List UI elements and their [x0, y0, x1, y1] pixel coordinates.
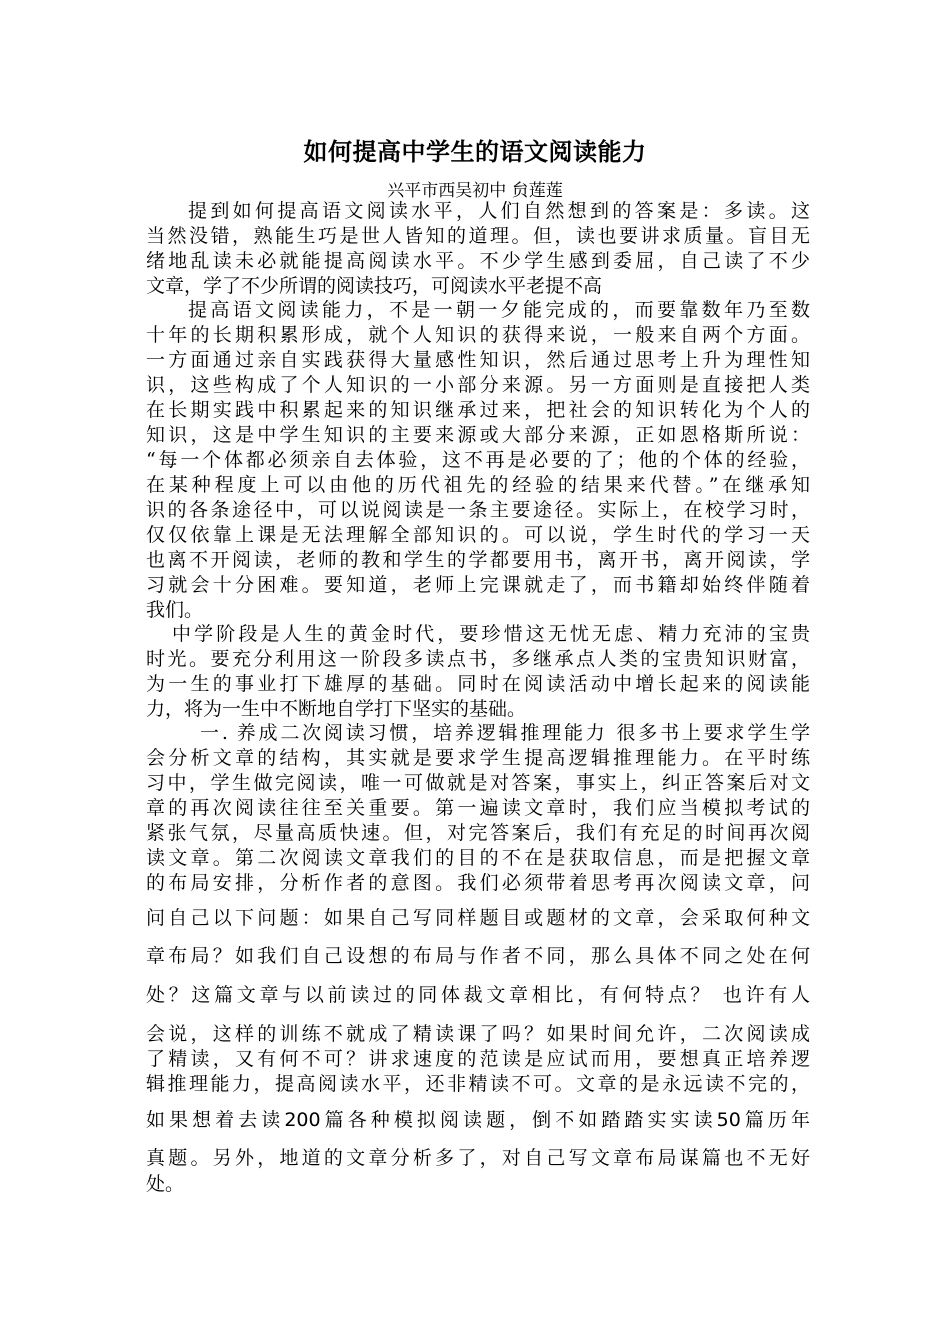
- text-line: 真题。另外，地道的文章分析多了，对自己写文章布局谋篇也不无好: [146, 1147, 810, 1169]
- text-line: 习中，学生做完阅读，唯一可做就是对答案，事实上，纠正答案后对文: [146, 772, 810, 794]
- text-line: “每一个体都必须亲自去体验，这不再是必要的了；他的个体的经验，: [146, 449, 810, 471]
- text-line: 辑推理能力，提高阅读水平，还非精读不可。文章的是永远读不完的，: [146, 1073, 810, 1095]
- text-line: 如果想着去读200篇各种模拟阅读题，倒不如踏踏实实读50篇历年: [146, 1109, 810, 1131]
- text-line: 当然没错，熟能生巧是世人皆知的道理。但，读也要讲求质量。盲目无: [146, 225, 810, 247]
- document-title: 如何提高中学生的语文阅读能力: [303, 138, 647, 166]
- text-line: 读文章。第二次阅读文章我们的目的不在是获取信息，而是把握文章: [146, 847, 810, 869]
- text-line: 紧张气氛，尽量高质快速。但，对完答案后，我们有充足的时间再次阅: [146, 822, 810, 844]
- text-line: 了精读，又有何不可？讲求速度的范读是应试而用，要想真正培养逻: [146, 1048, 810, 1070]
- text-line: 章布局？如我们自己设想的布局与作者不同，那么具体不同之处在何: [146, 945, 810, 967]
- text-line: 知识，这是中学生知识的主要来源或大部分来源，正如恩格斯所说：: [146, 424, 810, 446]
- text-line: 习就会十分困难。要知道，老师上完课就走了，而书籍却始终伴随着: [146, 574, 810, 596]
- text-line: 为一生的事业打下雄厚的基础。同时在阅读活动中增长起来的阅读能: [146, 673, 810, 695]
- text-line: 在长期实践中积累起来的知识继承过来，把社会的知识转化为个人的: [146, 399, 810, 421]
- text-line: 也离不开阅读，老师的教和学生的学都要用书，离开书，离开阅读，学: [146, 549, 810, 571]
- text-line: 一. 养成二次阅读习惯，培养逻辑推理能力 很多书上要求学生学: [200, 722, 810, 744]
- text-line: 时光。要充分利用这一阶段多读点书，多继承点人类的宝贵知识财富，: [146, 648, 810, 670]
- text-line: 会说，这样的训练不就成了精读课了吗？如果时间允许，二次阅读成: [146, 1023, 810, 1045]
- text-line: 一方面通过亲自实践获得大量感性知识，然后通过思考上升为理性知: [146, 349, 810, 371]
- text-line: 力，将为一生中不断地自学打下坚实的基础。: [146, 698, 527, 720]
- text-line: 文章，学了不少所谓的阅读技巧，可阅读水平老提不高: [146, 275, 603, 297]
- text-line: 处？这篇文章与以前读过的同体裁文章相比，有何特点？ 也许有人: [146, 984, 810, 1006]
- text-line: 章的再次阅读往往至关重要。第一遍读文章时，我们应当模拟考试的: [146, 797, 810, 819]
- text-line: 提到如何提高语文阅读水平，人们自然想到的答案是：多读。这: [188, 200, 810, 222]
- text-line: 会分析文章的结构，其实就是要求学生提高逻辑推理能力。在平时练: [146, 747, 810, 769]
- text-line: 识，这些构成了个人知识的一小部分来源。另一方面则是直接把人类: [146, 374, 810, 396]
- text-line: 提高语文阅读能力，不是一朝一夕能完成的，而要靠数年乃至数: [188, 299, 810, 321]
- text-line: 中学阶段是人生的黄金时代，要珍惜这无忧无虑、精力充沛的宝贵: [172, 623, 810, 645]
- text-line: 十年的长期积累形成，就个人知识的获得来说，一般来自两个方面。: [146, 324, 810, 346]
- text-line: 的布局安排，分析作者的意图。我们必须带着思考再次阅读文章，问: [146, 872, 810, 894]
- text-line: 绪地乱读未必就能提高阅读水平。不少学生感到委屈，自己读了不少: [146, 250, 810, 272]
- text-line: 仅仅依靠上课是无法理解全部知识的。可以说，学生时代的学习一天: [146, 524, 810, 546]
- text-line: 识的各条途径中，可以说阅读是一条主要途径。实际上，在校学习时，: [146, 499, 810, 521]
- author-line: 兴平市西吴初中 贠莲莲: [387, 181, 563, 201]
- text-line: 我们。: [146, 599, 204, 621]
- text-line: 在某种程度上可以由他的历代祖先的经验的结果来代替。”在继承知: [146, 474, 810, 496]
- text-line: 处。: [146, 1173, 185, 1195]
- text-line: 问自己以下问题：如果自己写同样题目或题材的文章，会采取何种文: [146, 907, 810, 929]
